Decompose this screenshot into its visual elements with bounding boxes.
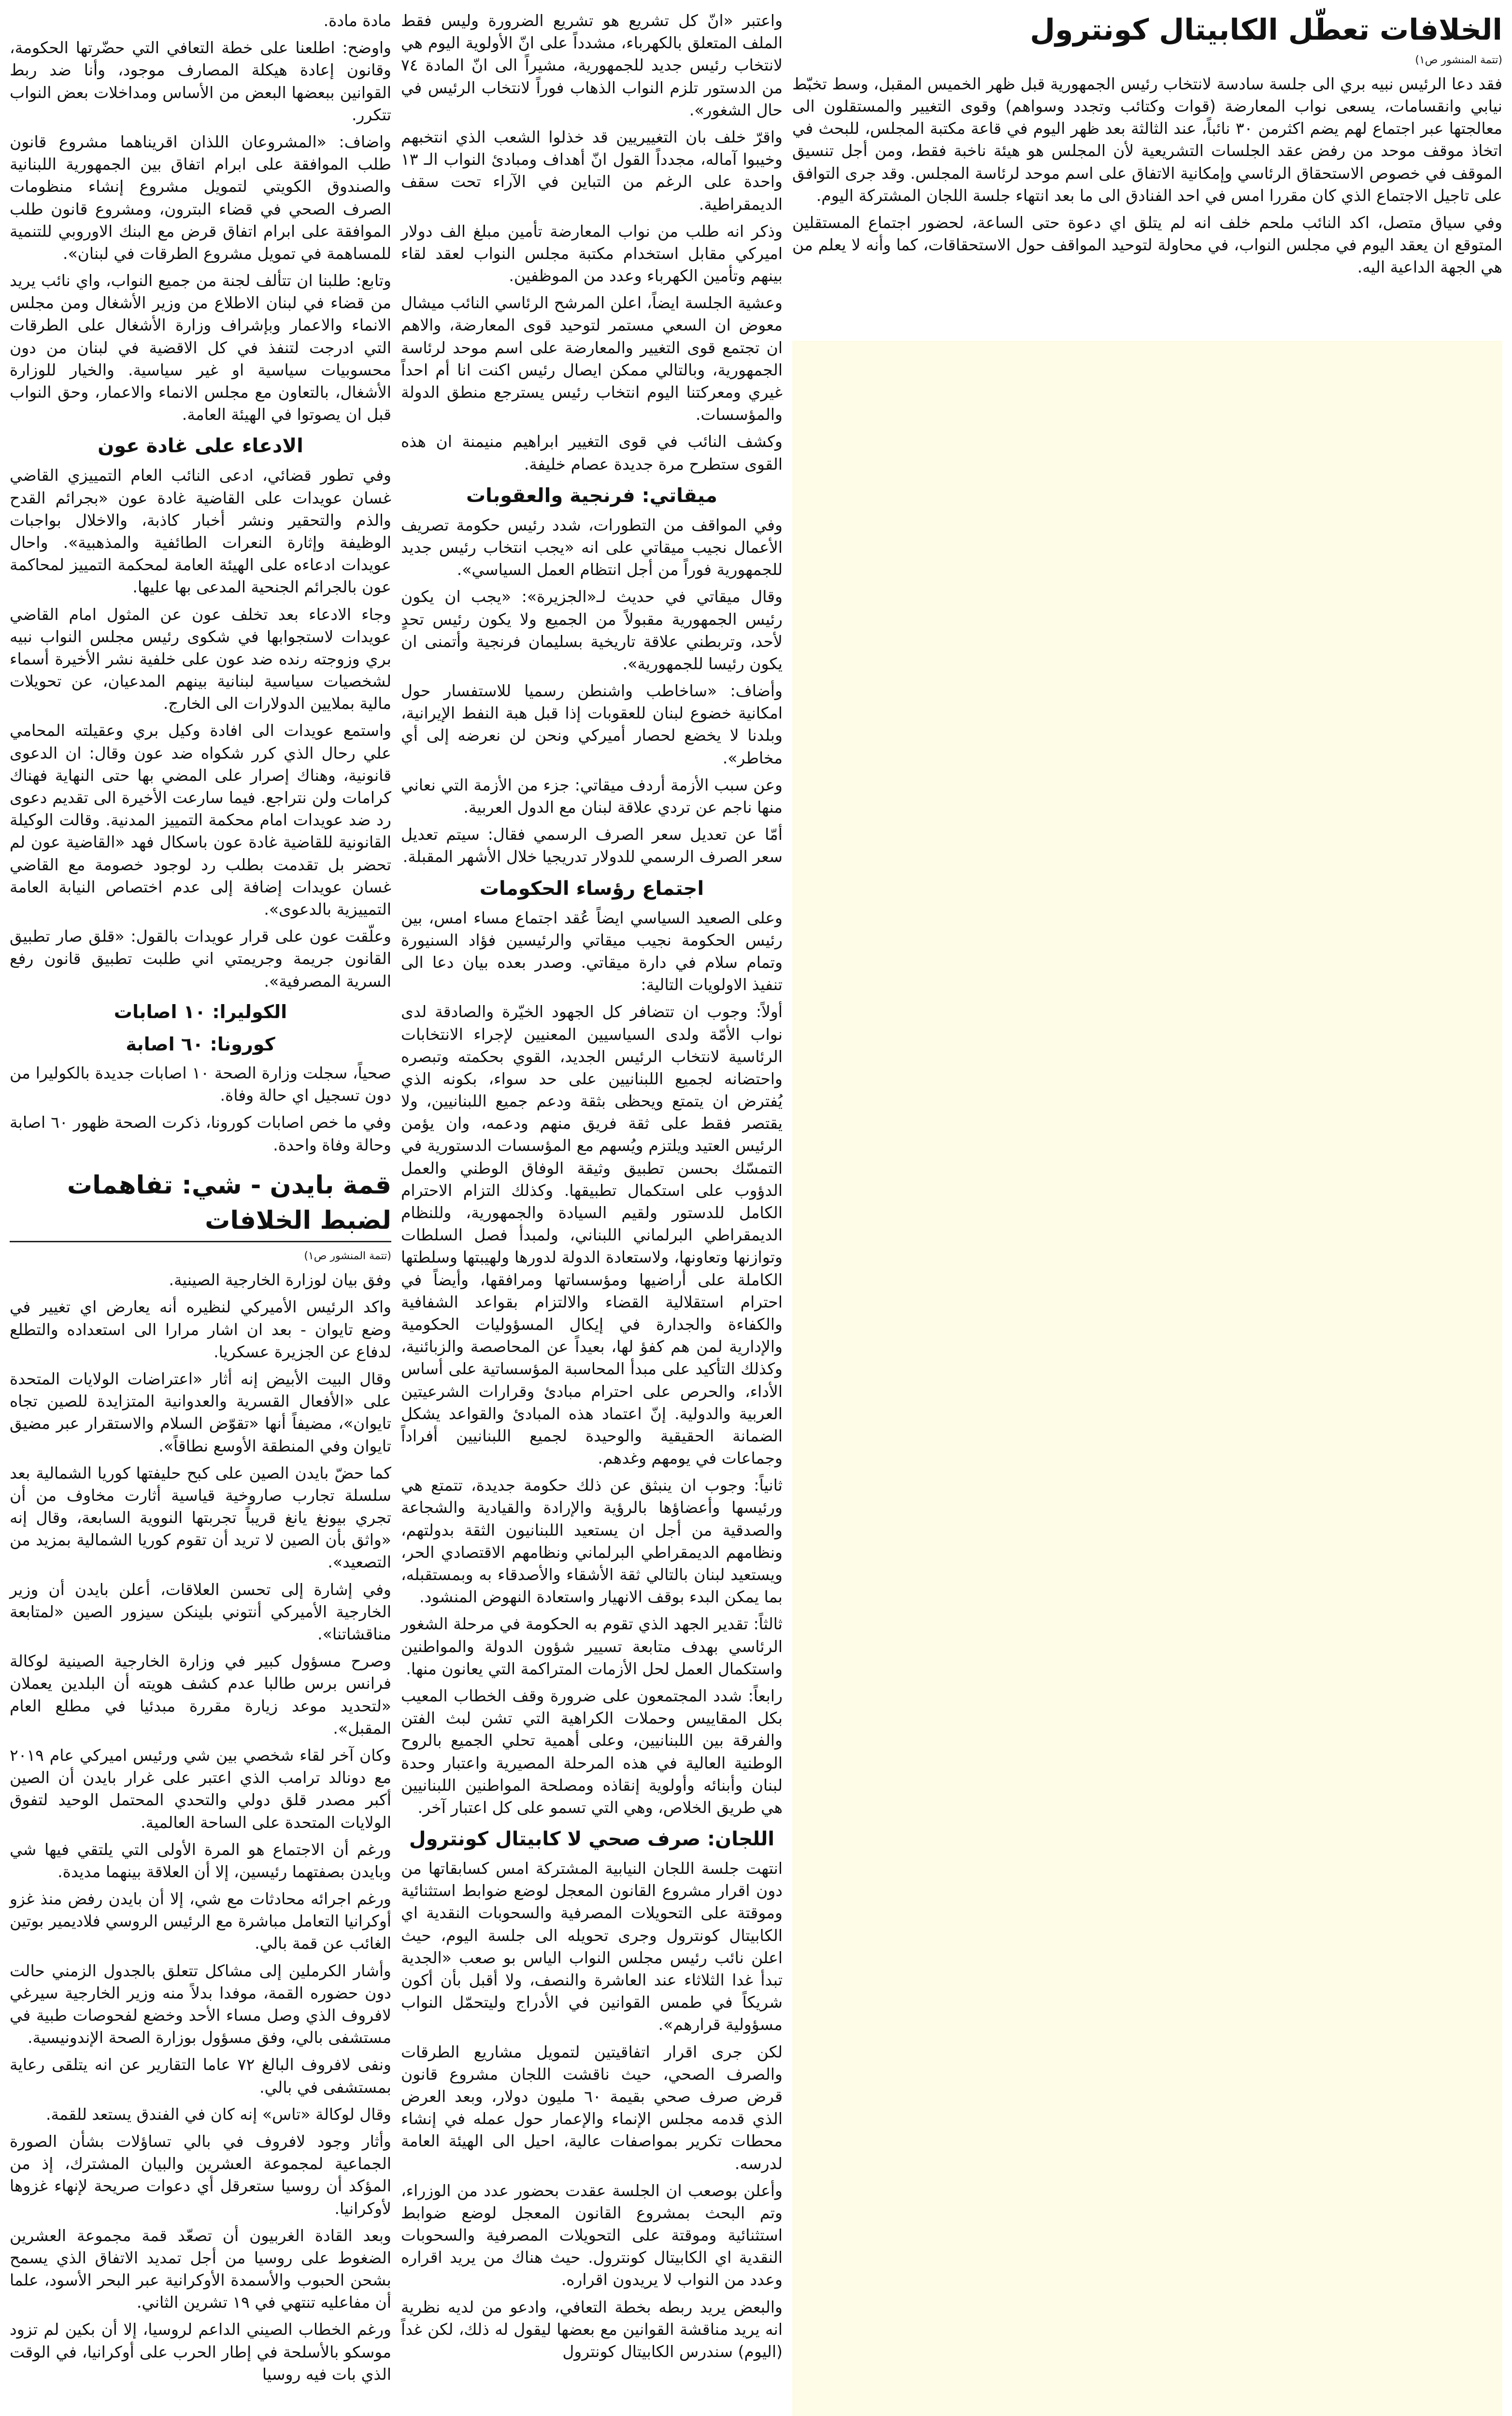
middle-column [401,10,783,2368]
story-paragraph: ورغم أن الاجتماع هو المرة الأولى التي يلتقي فيها شي وبايدن بصفتهما رئيسين، إلا أن العلاقة بينهما مديدة. [10,1840,391,1881]
story-paragraph: وأشار الكرملين إلى مشاكل تتعلق بالجدول الزمني حالت دون حضوره القمة، موفدا بدلاً منه وزير الخارجية سيرغي لافروف الذي وصل مساء الأحد وخضع لفحوصات طبية في مستشفى بالي، وفق مسؤول بوزارة الصحة الإندونيسية. [10,1961,391,2047]
subheading-corona: كورونا: ٦٠ اصابة [126,1033,275,1055]
continued-note: (تتمة المنشور ص١) [1415,54,1502,66]
story-paragraph: وجاء الادعاء بعد تخلف عون عن المثول امام القاضي عويدات لاستجوابها في شكوى رئيس مجلس النواب نبيه بري وزوجته رنده ضد عون على خلفية نشر الأخيرة أسماء لشخصيات سياسية لبنانية بينهم المدعيان، عن تحويلات مالية بملايين الدولارات الى الخارج. [10,604,391,713]
story-paragraph: وأضاف: «ساخاطب واشنطن رسميا للاستفسار حول امكانية خضوع لبنان للعقوبات إذا قبل هبة النفط الإيرانية، وبلدنا لا يخضع لحصار أميركي ونحن لن نعرضه إلى أي مخاطر». [401,681,783,767]
story-paragraph: وفي تطور قضائي، ادعى النائب العام التمييزي القاضي غسان عويدات على القاضية غادة عون «بجرائم القدح والذم والتحقير ونشر أخبار كاذبة، والاخلال بواجبات الوظيفة وإثارة النعرات الطائفية والمذهبية». واحال عويدات ادعاءه على الهيئة العامة لمحكمة التمييز لمحاكمة عون بالجرائم الجنحية المدعى بها عليها. [10,466,391,597]
story-paragraph: وفي إشارة إلى تحسن العلاقات، أعلن بايدن أن وزير الخارجية الأميركي أنتوني بلينكن سيزور الصين «لمتابعة مناقشاتنا». [10,1580,391,1644]
story-paragraph: كما حضّ بايدن الصين على كبح حليفتها كوريا الشمالية بعد سلسلة تجارب صاروخية قياسية أثارت مخاوف من أن تجري بيونغ يانغ قريباً تجربتها النووية السابعة، وقال إنه «واثق بأن الصين لا تريد أن تقوم كوريا الشمالية بمزيد من التصعيد». [10,1463,391,1572]
story-paragraph: وعن سبب الأزمة أردف ميقاتي: جزء من الأزمة التي نعاني منها ناجم عن تردي علاقة لبنان مع الدول العربية. [401,775,783,817]
subheading-pm-meeting: اجتماع رؤساء الحكومات [479,877,704,900]
subheading-mikati: ميقاتي: فرنجية والعقوبات [466,484,718,507]
story-paragraph: واوضح: اطلعنا على خطة التعافي التي حضّرتها الحكومة، وقانون إعادة هيكلة المصارف موجود، وأنا ضد ربط القوانين ببعضها البعض من الأساس ومداخلات بعض النواب تتكرر. [10,38,391,124]
story-paragraph: والبعض يريد ربطه بخطة التعافي، وادعو من لديه نظرية انه يريد مناقشة القوانين مع بعضها ليقول له ذلك، لكن غداً (اليوم) سندرس الكابيتال كونترول [401,2297,783,2361]
story-paragraph: واعتبر «انّ كل تشريع هو تشريع الضرورة وليس فقط الملف المتعلق بالكهرباء، مشدداً على انّ الأولوية اليوم هي لانتخاب رئيس جديد للجمهورية، مشيراً الى انّ المادة ٧٤ من الدستور تلزم النواب الذهاب فوراً لانتخاب الرئيس في حال الشغور». [401,11,783,119]
story-paragraph: وفي المواقف من التطورات، شدد رئيس حكومة تصريف الأعمال نجيب ميقاتي على انه «يجب انتخاب رئيس جديد للجمهورية فوراً من أجل انتظام العمل السياسي». [401,515,783,579]
story-paragraph: واقرّ خلف بان التغييريين قد خذلوا الشعب الذي انتخبهم وخيبوا آماله، مجدداً القول انّ أهداف ومبادئ النواب الـ ١٣ واحدة على الرغم من التباين في الآراء تحت سقف الديمقراطية. [401,127,783,214]
story-paragraph: وكشف النائب في قوى التغيير ابراهيم منيمنة ان هذه القوى ستطرح مرة جديدة عصام خليفة. [401,432,783,474]
left-column [10,10,391,2390]
story2-headline: قمة بايدن - شي: تفاهمات لضبط الخلافات [67,1170,391,1235]
subheading-committees: اللجان: صرف صحي لا كابيتال كونترول [409,1828,775,1851]
story-paragraph: وعلّقت عون على قرار عويدات بالقول: «قلق صار تطبيق القانون جريمة وجريمتي اني طلبت تطبيق قانون رفع السرية المصرفية». [10,927,391,991]
story-paragraph: وكان آخر لقاء شخصي بين شي ورئيس اميركي عام ٢٠١٩ مع دونالد ترامب الذي اعتبر على غرار بايدن أن الصين أكبر مصدر قلق دولي والتحدي المحتمل الوحيد لتفوق الولايات المتحدة على الساحة العالمية. [10,1745,391,1832]
story-paragraph: ثانياً: وجوب ان ينبثق عن ذلك حكومة جديدة، تتمتع هي ورئيسها وأعضاؤها بالرؤية والإرادة والقيادية والشجاعة والصدقية من أجل ان يستعيد اللبنانيون الثقة بدولتهم، ونظامهم الديمقراطي البرلماني ونظامهم الاقتصادي الحر، ويستعيد لبنان بالتالي ثقة الأشقاء والأصدقاء به وبمستقبله، بما يمكن البدء بوقف الانهيار واستعادة النهوض المنشود. [401,1476,783,1607]
story-paragraph: وفي سياق متصل، اكد النائب ملحم خلف انه لم يتلق اي دعوة حتى الساعة، لحضور اجتماع المستقلين المتوقع ان يعقد اليوم في مجلس النواب، في محاولة لتوحيد المواقف حول الاستحقاقات، كما وأنه لا يعلم من هي الجهة الداعية اليه. [792,213,1502,277]
story-paragraph: وأعلن بوصعب ان الجلسة عقدت بحضور عدد من الوزراء، وتم البحث بمشروع القانون المعجل لوضع ضوابط استثنائية وموقتة على التحويلات المصرفية والسحوبات النقدية اي الكابيتال كونترول. حيث هناك من يريد اقراره وعدد من النواب لا يريدون اقراره. [401,2181,783,2289]
story-paragraph: وبعد القادة الغربيون أن تصعّد قمة مجموعة العشرين الضغوط على روسيا من أجل تمديد الاتفاق الذي يسمح بشحن الحبوب والأسمدة الأوكرانية عبر البحر الأسود، علما أن مفاعليه تنتهي في ١٩ تشرين الثاني. [10,2226,391,2312]
story-paragraph: رابعاً: شدد المجتمعون على ضرورة وقف الخطاب المعيب بكل المقاييس وحملات الكراهية التي تشن لبث الفتن والفرقة بين اللبنانيين، وعلى أهمية تحلي الجميع بالروح الوطنية العالية في هذه المرحلة المصيرية واعتبار وحدة لبنان وأبنائه وأولوية إنقاذه ومصلحة المواطنين اللبنانيين هي طريق الخلاص، وهي التي تسمو على كل اعتبار آخر. [401,1686,783,1817]
story-paragraph: وذكر انه طلب من نواب المعارضة تأمين مبلغ الف دولار اميركي مقابل استخدام مكتبة مجلس النواب لعقد لقاء بينهم وتأمين الكهرباء وعدد من الموظفين. [401,221,783,286]
subheading-cholera: الكوليرا: ١٠ اصابات [114,1001,287,1022]
story-paragraph: وفق بيان لوزارة الخارجية الصينية. [169,1270,391,1290]
story-paragraph: وعلى الصعيد السياسي ايضاً عُقد اجتماع مساء امس، بين رئيس الحكومة نجيب ميقاتي والرئيسين فؤاد السنيورة وتمام سلام في دارة ميقاتي. وصدر بعده بيان دعا الى تنفيذ الاولويات التالية: [401,908,783,994]
subheading-ghada-aoun: الادعاء على غادة عون [98,435,303,458]
story-paragraph: وقال البيت الأبيض إنه أثار «اعتراضات الولايات المتحدة على «الأفعال القسرية والعدوانية المتزايدة للصين تجاه تايوان»، مضيفاً أنها «تقوّض السلام والاستقرار عبر مضيق تايوان وفي المنطقة الأوسع نطاقاً». [10,1369,391,1455]
story-paragraph: ورغم اجرائه محادثات مع شي، إلا أن بايدن رفض منذ غزو أوكرانيا التعامل مباشرة مع الرئيس الروسي فلاديمير بوتين الغائب عن قمة بالي. [10,1889,391,1953]
story-paragraph: ورغم الخطاب الصيني الداعم لروسيا، إلا أن بكين لم تزود موسكو بالأسلحة في إطار الحرب على أوكرانيا، في الوقت الذي بات فيه روسيا [10,2320,391,2384]
story-paragraph: واضاف: «المشروعان اللذان اقريناهما مشروع قانون طلب الموافقة على ابرام اتفاق بين الجمهورية اللبنانية والصندوق الكويتي لتمويل مشروع إنشاء منظومات الصرف الصحي في قضاء البترون، ومشروع قانون طلب الموافقة على ابرام اتفاق قرض مع البنك الاوروبي للتنمية للمساهمة في تمويل مشروع الطرقات في لبنان». [10,132,391,263]
story-paragraph: وعشية الجلسة ايضاً، اعلن المرشح الرئاسي النائب ميشال معوض ان السعي مستمر لتوحيد قوى المعارضة، والاهم ان تجتمع قوى التغيير والمعارضة على اسم موحد لرئاسة الجمهورية، وبالتالي ممكن ايصال رئيس اكنت انا أم احداً غيري ومعركتنا اليوم انتخاب رئيس يسترجع منطق الدولة والمؤسسات. [401,293,783,424]
story-paragraph: ثالثاً: تقدير الجهد الذي تقوم به الحكومة في مرحلة الشغور الرئاسي بهدف متابعة تسيير شؤون الدولة والمواطنين واستكمال العمل لحل الأزمات المتراكمة التي يعانون منها. [401,1614,783,1678]
story-paragraph: وصرح مسؤول كبير في وزارة الخارجية الصينية لوكالة فرانس برس طالبا عدم كشف هويته أن البلدين يعملان «لتحديد موعد زيارة مقررة مبدئيا في مطلع العام المقبل». [10,1652,391,1738]
story-paragraph: وقال ميقاتي في حديث لـ«الجزيرة»: «يجب ان يكون رئيس الجمهورية مقبولاً من الجميع ولا يكون رئيس تحدٍ لأحد، وتربطني علاقة تاريخية بسليمان فرنجية وأتمنى ان يكون رئيسا للجمهورية». [401,587,783,673]
story-paragraph: انتهت جلسة اللجان النيابية المشتركة امس كسابقاتها من دون اقرار مشروع القانون المعجل لوضع ضوابط استثنائية وموقتة على التحويلات المصرفية والسحوبات النقدية اي الكابيتال كونترول وجرى تحويله الى جلسة اليوم، حيث اعلن نائب رئيس مجلس النواب الياس بو صعب «الجدية تبدأ غدا الثلاثاء عند العاشرة والنصف، ولا أقبل بأن أكون شريكاً في طمس القوانين في الأدراج وليتحمّل النواب مسؤولية قرارهم». [401,1859,783,2034]
story-paragraph: فقد دعا الرئيس نبيه بري الى جلسة سادسة لانتخاب رئيس الجمهورية قبل ظهر الخميس المقبل، وسط تخبّط نيابي وانقسامات، يسعى نواب المعارضة (قوات وكتائب وتجدد وسواهم) وقوى التغيير والمستقلون الى معالجتها عبر اجتماع لهم يضم اكثرمن ٣٠ نائباً، عند الثالثة بعد ظهر اليوم في قاعة مكتبة المجلس، للبحث في اتخاذ موقف موحد من رفض عقد الجلسات التشريعية لأن المجلس هو هيئة ناخبة فقط، ومن أجل تنسيق الموقف في خصوص الاستحقاق الرئاسي وإمكانية الاتفاق على اسم موحد لرئاسة المجلس. وقد جرى التوافق على تاجيل الاجتماع الذي كان مقررا امس في احد الفنادق الى ما بعد انتهاء جلسة اللجان المشتركة اليوم. [792,74,1502,205]
story-paragraph: واستمع عويدات الى افادة وكيل بري وعقيلته المحامي علي رحال الذي كرر شكواه ضد عون وقال: ان الدعوى قانونية، وهناك إصرار على المضي بها حتى النهاية فهناك كرامات ولن نتراجع. فيما سارعت الأخيرة الى تقديم دعوى رد ضد عويدات امام محكمة التمييز المدنية. وقالت الوكيلة القانونية للقاضية غادة عون باسكال فهد «القاضية عون لم تحضر بل تقدمت بطلب رد لوجود خصومة مع القاضي غسان عويدات إضافة إلى عدم اختصاص النيابة العامة التمييزية بالدعوى». [10,721,391,919]
main-headline: الخلافات تعطّل الكابيتال كونترول [1030,13,1502,47]
story-paragraph: مادة مادة. [323,11,391,30]
main-story [792,10,1502,283]
story-paragraph: أولاً: وجوب ان تتضافر كل الجهود الخيّرة والصادقة لدى نواب الأمّة ولدى السياسيين المعنيين لإجراء الانتخابات الرئاسية لانتخاب الرئيس الجديد، القوي بحكمته وتبصره واحتضانه لجميع اللبنانيين على حد سواء، بكونه الذي يُفترض ان يتمتع ويحظى بثقة ودعم جميع اللبنانيين، ولا يقتصر فقط على ثقة فريق منهم ودعمه، وان يؤمن الرئيس العتيد ويلتزم ويُسهم مع المؤسسات الدستورية في التمسّك بحسن تطبيق وثيقة الوفاق الوطني والعمل الدؤوب على استكمال تطبيقها. وكذلك التزام الاحترام الكامل للدستور ولقيم السيادة والجمهورية، وللنظام الديمقراطي البرلماني اللبناني، ولمبدأ فصل السلطات وتوازنها وتعاونها، ولاستعادة الدولة لدورها ولهيبتها وسلطتها الكاملة على أراضيها ومؤسساتها ومرافقها، وأيضاً في احترام استقلالية القضاء والالتزام بقواعد الشفافية والكفاءة والجدارة في إيكال المسؤوليات الحكومية والإدارية لمن هم كفؤ لها، بعيداً عن المحاصصة والزبائنية، وكذلك التأكيد على مبدأ المحاسبة المؤسساتية على أساس الأداء، والحرص على احترام مبادئ وقرارات الشرعيتين العربية والدولية. إنّ اعتماد هذه المبادئ والقواعد يشكل الضمانة الحقيقية والوحيدة لجميع اللبنانيين أفراداً وجماعات في يومهم وغدهم. [401,1002,783,1468]
story-paragraph: لكن جرى اقرار اتفاقيتين لتمويل مشاريع الطرقات والصرف الصحي، حيث ناقشت اللجان مشروع قانون قرض صرف صحي بقيمة ٦٠ مليون دولار، وبعد العرض الذي قدمه مجلس الإنماء والإعمار حول عمله في إنشاء محطات تكرير بمواصفات عالية، احيل الى الهيئة العامة لدرسه. [401,2042,783,2173]
story-paragraph: واكد الرئيس الأميركي لنظيره أنه يعارض اي تغيير في وضع تايوان - بعد ان اشار مرارا الى استعداده والتطلع لدفاع عن الجزيرة عسكريا. [10,1297,391,1361]
story-paragraph: وفي ما خص اصابات كورونا، ذكرت الصحة ظهور ٦٠ اصابة وحالة وفاة واحدة. [10,1113,391,1154]
blank-yellow-area [792,341,1502,2416]
story-paragraph: صحياً، سجلت وزارة الصحة ١٠ اصابات جديدة بالكوليرا من دون تسجيل اي حالة وفاة. [10,1064,391,1105]
continued-note: (تتمة المنشور ص١) [304,1250,391,1263]
story-paragraph: وقال لوكالة «تاس» إنه كان في الفندق يستعد للقمة. [45,2104,391,2124]
story-paragraph: ونفى لافروف البالغ ٧٢ عاما التقارير عن انه يتلقى رعاية بمستشفى في بالي. [10,2055,391,2097]
story-paragraph: وأثار وجود لافروف في بالي تساؤلات بشأن الصورة الجماعية لمجموعة العشرين والبيان المشترك، إذ من المؤكد أن روسيا ستعرقل أي دعوات صريحة لإنهاء غزوها لأوكرانيا. [10,2131,391,2218]
headline-rule [10,1241,391,1242]
story-paragraph: أمّا عن تعديل سعر الصرف الرسمي فقال: سيتم تعديل سعر الصرف الرسمي للدولار تدريجيا خلال الأشهر المقبلة. [401,825,783,866]
story-paragraph: وتابع: طلبنا ان تتألف لجنة من جميع النواب، واي نائب يريد من قضاء في لبنان الاطلاع من وزير الأشغال ومن مجلس الانماء والاعمار وبإشراف وزارة الأشغال على الطرقات التي ادرجت لتنفذ في كل الاقضية في لبنان من دون محسوبيات سياسية او غير سياسية. والخيار للوزارة الأشغال، بالتعاون مع مجلس الانماء والاعمار، وحق النواب قبل ان يصوتوا في الهيئة العامة. [10,271,391,424]
